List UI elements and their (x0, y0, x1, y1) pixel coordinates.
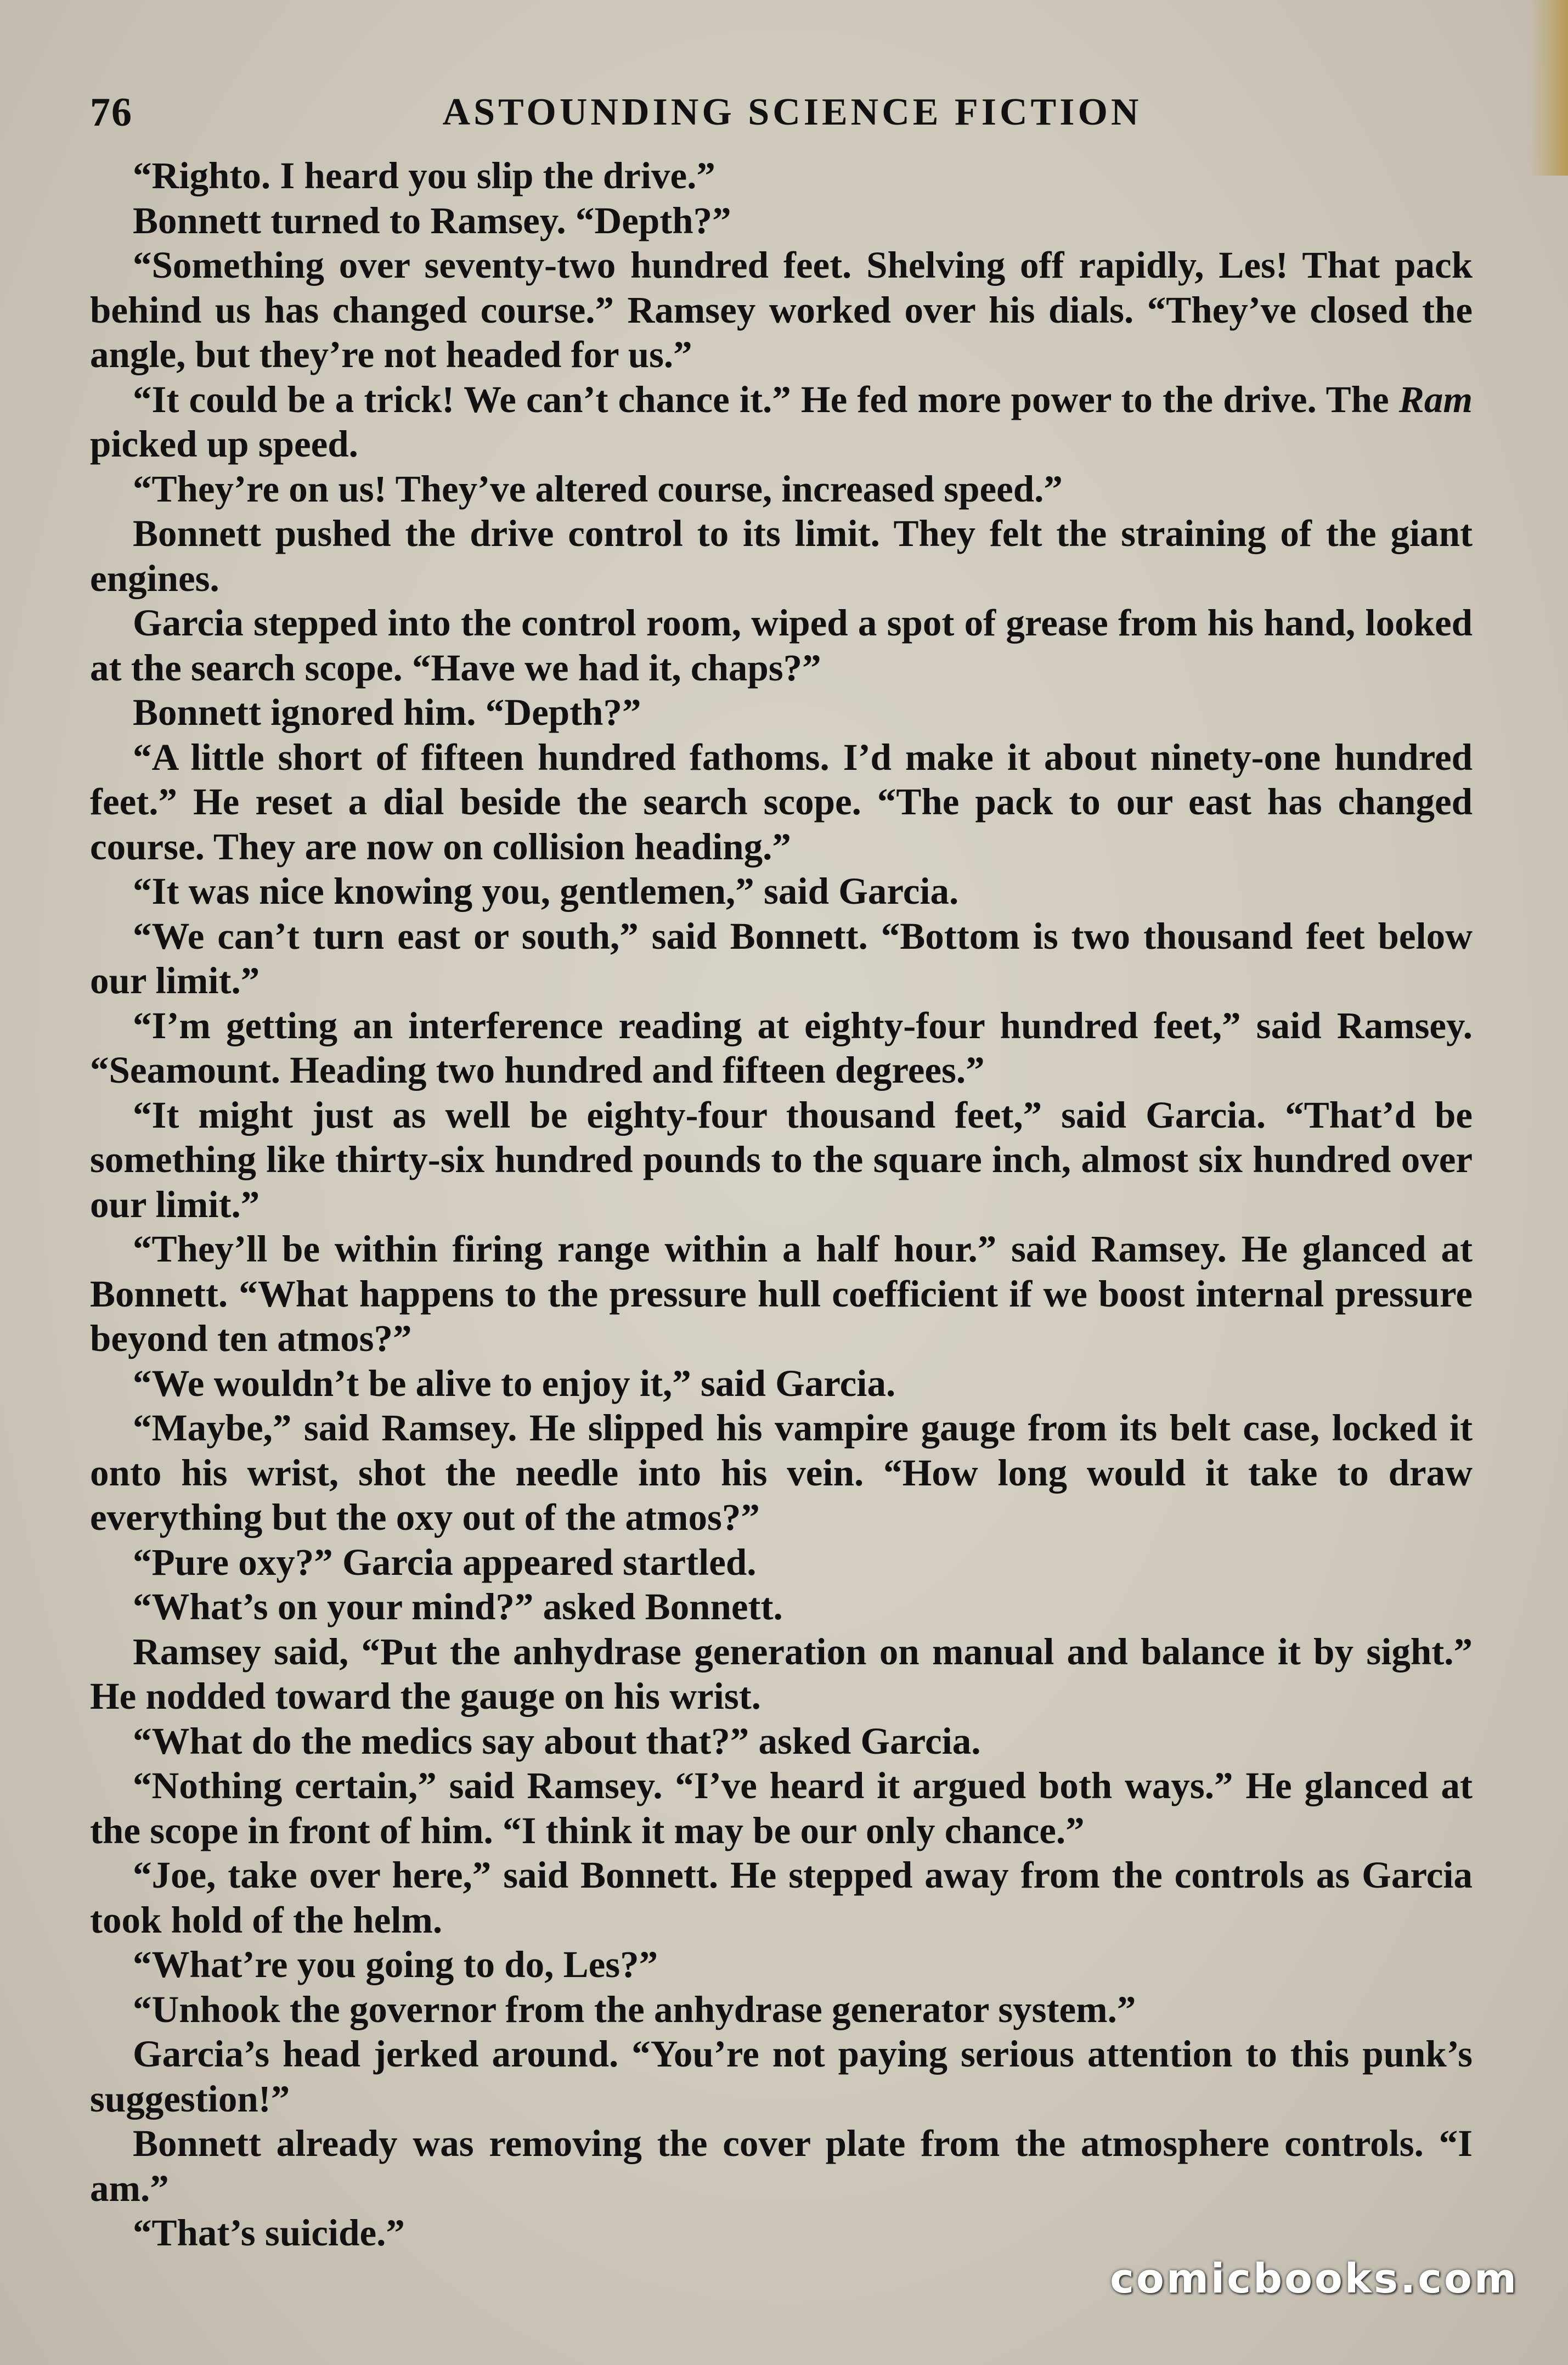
paragraph: “That’s suicide.” (133, 2212, 405, 2254)
paragraph: Ramsey said, “Put the anhydrase generation on manual and balance it by sight.” He nodded toward the gauge on his wrist. (90, 1630, 1473, 1717)
paragraph: “What’s on your mind?” asked Bonnett. (133, 1586, 783, 1628)
paragraph: “Something over seventy-two hundred feet. Shelving off rapidly, Les! That pack behind us has changed course.” Ramsey worked over his dials. “They’ve closed the angle, but they’re not headed for us.” (90, 244, 1473, 375)
paragraph: “Joe, take over here,” said Bonnett. He stepped away from the controls as Garcia took hold of the helm. (90, 1854, 1473, 1941)
paragraph: “Unhook the governor from the anhydrase generator system.” (133, 1988, 1136, 2030)
paragraph: “I’m getting an interference reading at eighty-four hundred feet,” said Ramsey. “Seamount. Heading two hundred and fifteen degrees.” (90, 1004, 1473, 1091)
paragraph (90, 378, 1473, 467)
paragraph: “Nothing certain,” said Ramsey. “I’ve heard it argued both ways.” He glanced at the scope in front of him. “I think it may be our only chance.” (90, 1765, 1473, 1851)
ship-name: Ram (1398, 378, 1473, 420)
paragraph: Garcia’s head jerked around. “You’re not paying serious attention to this punk’s suggestion!” (90, 2033, 1473, 2120)
paragraph: “They’ll be within firing range within a half hour.” said Ramsey. He glanced at Bonnett. “What happens to the pressure hull coefficient if we boost internal pressure beyond ten atmos?” (90, 1228, 1473, 1359)
magazine-title: ASTOUNDING SCIENCE FICTION (442, 91, 1142, 133)
paragraph: Bonnett pushed the drive control to its limit. They felt the straining of the giant engines. (90, 513, 1473, 599)
paragraph: Garcia stepped into the control room, wiped a spot of grease from his hand, looked at the search scope. “Have we had it, chaps?” (90, 602, 1473, 689)
paragraph: “What do the medics say about that?” asked Garcia. (133, 1720, 981, 1762)
paragraph: “It might just as well be eighty-four thousand feet,” said Garcia. “That’d be something like thirty-six hundred pounds to the square inch, almost six hundred over our limit.” (90, 1094, 1473, 1225)
running-head (90, 82, 1473, 143)
paragraph: “We can’t turn east or south,” said Bonnett. “Bottom is two thousand feet below our limit.” (90, 915, 1473, 1001)
paragraph: Bonnett turned to Ramsey. “Depth?” (133, 199, 731, 241)
paragraph: “They’re on us! They’ve altered course, increased speed.” (133, 468, 1063, 510)
watermark: comicbooks.com (1110, 2255, 1519, 2302)
paragraph: “Maybe,” said Ramsey. He slipped his vampire gauge from its belt case, locked it onto his wrist, shot the needle into his vein. “How long would it take to draw everything but the oxy out of the atmos?” (90, 1407, 1473, 1538)
paragraph: “Righto. I heard you slip the drive.” (133, 155, 715, 196)
page-number: 76 (90, 90, 133, 135)
paragraph: “It was nice knowing you, gentlemen,” said Garcia. (133, 870, 959, 912)
paragraph: “We wouldn’t be alive to enjoy it,” said Garcia. (133, 1362, 896, 1404)
paragraph: “Pure oxy?” Garcia appeared startled. (133, 1541, 757, 1583)
page-edge-stain (1530, 0, 1568, 176)
story-text (90, 154, 1473, 2256)
paragraph: “What’re you going to do, Les?” (133, 1944, 658, 1985)
paragraph: “A little short of fifteen hundred fathoms. I’d make it about ninety-one hundred feet.” He reset a dial beside the search scope. “The pack to our east has changed course. They are now on collision heading.” (90, 736, 1473, 868)
paragraph-text: “It could be a trick! We can’t chance it.” He fed more power to the drive. The (133, 378, 1399, 420)
paragraph: Bonnett already was removing the cover plate from the atmosphere controls. “I am.” (90, 2122, 1473, 2209)
paragraph-text: picked up speed. (90, 423, 358, 465)
paragraph: Bonnett ignored him. “Depth?” (133, 691, 641, 733)
